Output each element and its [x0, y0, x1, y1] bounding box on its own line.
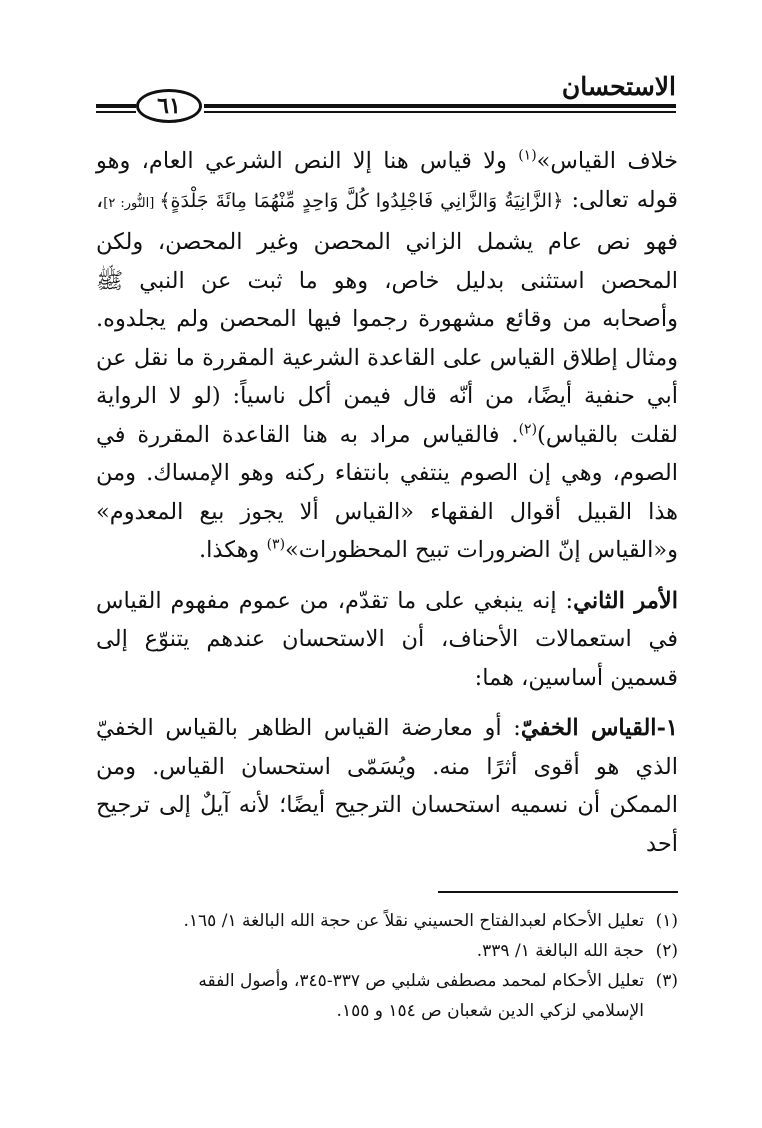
header-rule-left-thick — [96, 104, 136, 108]
footnote-3-number: (٣) — [655, 971, 678, 991]
p1-seg3: ، فهو نص عام يشمل الزاني المحصن وغير المحصن، ولكن المحصن استثنى بدليل خاص، وهو ما ثبت عن النبي ﷺ وأصحابه من وقائع مشهورة رجموا فيها المحصن ولم يجلدوه. ومثال إطلاق القياس على القاعدة الشرعية المقررة ما نقل عن أبي حنفية أيضًا، من أنّه قال فيمن أكل ناسياً: (لو لا الرواية لقلت بالقياس) — [96, 186, 678, 448]
page-number — [136, 89, 202, 123]
page-header — [96, 62, 676, 120]
paragraph-2 — [96, 582, 678, 698]
footnote-3-text: تعليل الأحكام لمحمد مصطفى شلبي ص ٣٣٧-٣٤٥، وأصول الفقه — [198, 971, 644, 991]
p2-text: : إنه ينبغي على ما تقدّم، من عموم مفهوم القياس في استعمالات الأحناف، أن الاستحسان عندهم يتنوّع إلى قسمين أساسين، هما: — [96, 587, 678, 691]
footnote-1-number: (١) — [655, 911, 678, 931]
footnote-ref-2[interactable]: (٢) — [518, 421, 538, 437]
p1-seg4: . فالقياس مراد به هنا القاعدة المقررة في الصوم، وهي إن الصوم ينتفي بانتفاء ركنه وهو الإمساك. ومن هذا القبيل أقوال الفقهاء «القياس ألا يجوز بيع المعدوم» و«القياس إنّ الضرورات تبيح المحظورات» — [96, 421, 678, 563]
running-title: الاستحسان — [561, 72, 676, 101]
footnote-ref-1[interactable]: (١) — [518, 147, 537, 164]
p1-seg2: ولا قياس هنا إلا النص الشرعي العام، وهو قوله تعالى: — [96, 148, 678, 213]
footnote-3-continuation: الإسلامي لزكي الدين شعبان ص ١٥٤ و ١٥٥. — [336, 1001, 644, 1021]
footnote-1 — [96, 906, 678, 936]
p3-lead: ١-القياس الخفيّ — [520, 715, 678, 741]
p1-seg5: وهكذا. — [199, 537, 267, 563]
footnote-ref-3[interactable]: (٣) — [266, 536, 286, 553]
paragraph-3 — [96, 709, 678, 863]
footnotes — [96, 906, 678, 1026]
footnote-3 — [96, 966, 678, 996]
p1-seg1: خلاف القياس» — [536, 148, 678, 174]
footnote-2-number: (٢) — [655, 941, 678, 961]
footnote-separator — [438, 891, 678, 893]
quran-verse: ﴿الزَّانِيَةُ وَالزَّانِي فَاجْلِدُوا كُلَّ وَاحِدٍ مِّنْهُمَا مِائَةَ جَلْدَةٍ﴾ — [159, 189, 564, 212]
p2-lead: الأمر الثاني — [573, 587, 678, 614]
paragraph-1 — [96, 142, 678, 570]
footnote-2 — [96, 936, 678, 966]
verse-citation: [النُّور: ٢] — [103, 195, 160, 211]
footnote-1-text: تعليل الأحكام لعبدالفتاح الحسيني نقلاً عن حجة الله البالغة ١/ ١٦٥. — [183, 911, 644, 931]
p3-text: : أو معارضة القياس الظاهر بالقياس الخفيّ الذي هو أقوى أثرًا منه. ويُسَمّى استحسان القياس. ومن الممكن أن نسميه استحسان الترجيح أيضًا؛ لأنه آيلٌ إلى ترجيح أحد — [96, 715, 678, 857]
body-text — [96, 142, 678, 863]
header-rule-thick — [204, 104, 676, 108]
page-number-text: ٦١ — [157, 93, 181, 119]
header-rule-thin — [204, 111, 676, 113]
header-rule-left-thin — [96, 111, 136, 113]
footnote-2-text: حجة الله البالغة ١/ ٣٣٩. — [476, 941, 644, 961]
